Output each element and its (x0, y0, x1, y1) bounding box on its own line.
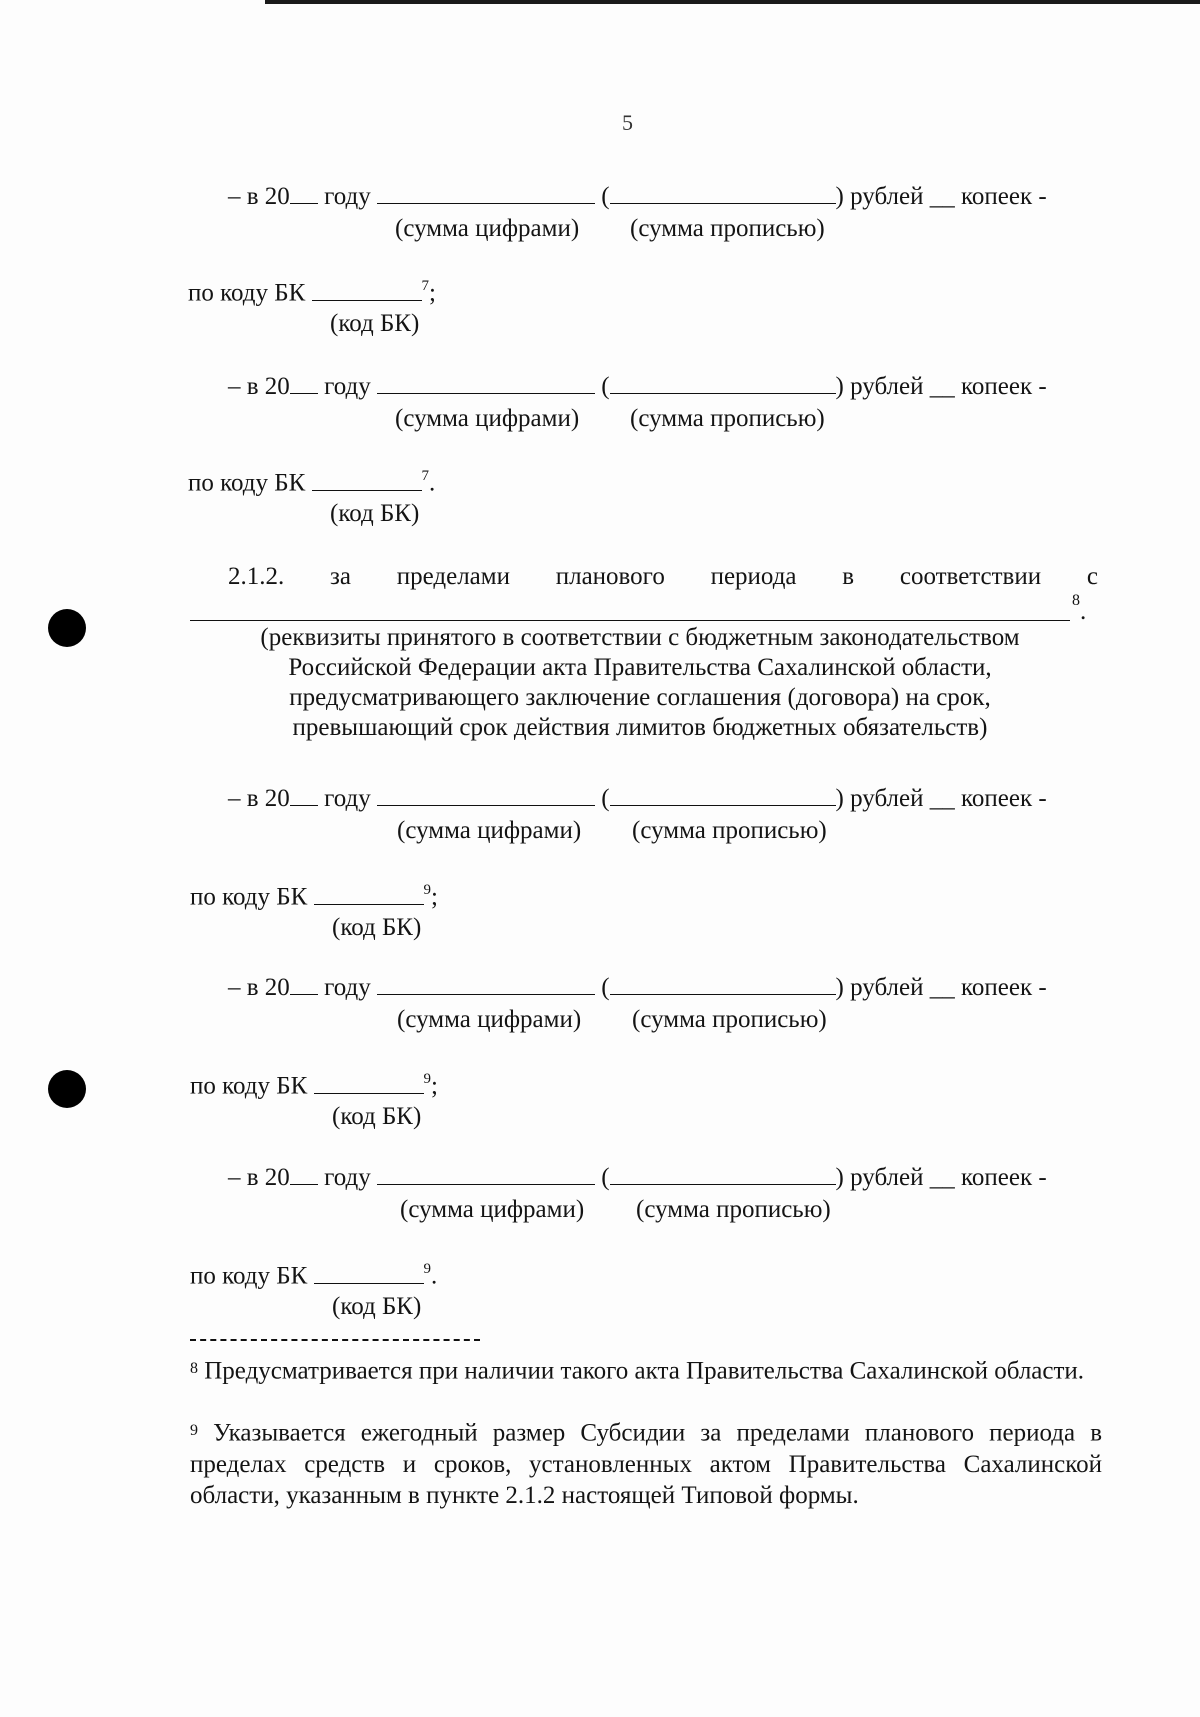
section-word: периода (710, 563, 797, 590)
page-number: 5 (622, 110, 633, 135)
kbk-line (190, 882, 438, 912)
footnote-ref: 9 (423, 1261, 432, 1277)
kbk-punct: . (431, 1262, 438, 1290)
kbk-line (188, 278, 436, 308)
year-amount-line: – в 20 году ( ) рублей __ копеек - (228, 1164, 1047, 1191)
sum-digits-caption: (сумма цифрами) (397, 817, 582, 844)
kbk-blank (314, 1073, 424, 1094)
footnote-8 (190, 1353, 1102, 1387)
kbk-line (188, 468, 435, 498)
section-word: с (1086, 563, 1098, 590)
rub-kop-text: рублей __ копеек - (850, 974, 1047, 1001)
kbk-caption: (код БК) (332, 1293, 422, 1320)
kbk-caption: (код БК) (332, 1103, 422, 1130)
sum-words-blank (610, 785, 836, 806)
year-blank (290, 785, 318, 806)
year-prefix: – в 20 (228, 974, 290, 1001)
caption-line: (реквизиты принятого в соответствии с бюджетным законодательством (260, 624, 1020, 651)
section-word: в (842, 563, 855, 590)
punch-hole-top (48, 609, 86, 647)
footnote-ref: 7 (421, 468, 430, 484)
year-blank (290, 373, 318, 394)
kbk-line (190, 1071, 438, 1101)
year-blank (290, 974, 318, 995)
section-word: пределами (396, 563, 510, 590)
kbk-label: по коду БК (190, 1072, 308, 1100)
kbk-punct: ; (431, 1072, 438, 1100)
punch-hole-bottom (48, 1070, 86, 1108)
sum-digits-caption: (сумма цифрами) (395, 215, 580, 242)
year-word: году (324, 785, 371, 812)
kbk-label: по коду БК (190, 1262, 308, 1290)
footnote-ref: 8 (1072, 592, 1080, 609)
sum-digits-blank (377, 785, 595, 806)
year-amount-line: – в 20 году ( ) рублей __ копеек - (228, 373, 1047, 400)
year-amount-line: – в 20 году ( ) рублей __ копеек - (228, 183, 1047, 210)
act-details-blank (190, 620, 1070, 621)
sum-words-blank (610, 183, 836, 204)
sum-words-blank (610, 1164, 836, 1185)
year-prefix: – в 20 (228, 373, 290, 400)
year-word: году (324, 183, 371, 210)
scan-top-edge (265, 0, 1200, 4)
year-amount-line: – в 20 году ( ) рублей __ копеек - (228, 785, 1047, 812)
kbk-blank (314, 1263, 424, 1284)
footnote-ref: 9 (423, 1071, 432, 1087)
sum-words-caption: (сумма прописью) (632, 1006, 827, 1033)
section-word: за (330, 563, 351, 590)
year-word: году (324, 1164, 371, 1191)
year-amount-line: – в 20 году ( ) рублей __ копеек - (228, 974, 1047, 1001)
caption-line: предусматривающего заключение соглашения (договора) на срок, (289, 684, 991, 711)
kbk-label: по коду БК (188, 279, 306, 307)
sum-digits-blank (377, 373, 595, 394)
footnote-mark: 8 (190, 1360, 198, 1377)
sum-words-caption: (сумма прописью) (630, 405, 825, 432)
year-prefix: – в 20 (228, 1164, 290, 1191)
caption-line: превышающий срок действия лимитов бюджетных обязательств) (292, 714, 988, 741)
rub-kop-text: рублей __ копеек - (850, 183, 1047, 210)
sum-words-caption: (сумма прописью) (632, 817, 827, 844)
kbk-blank (312, 470, 422, 491)
kbk-blank (314, 884, 424, 905)
footnote-9 (190, 1415, 1102, 1511)
act-details-caption (190, 623, 1090, 743)
kbk-caption: (код БК) (330, 310, 420, 337)
kbk-label: по коду БК (188, 469, 306, 497)
year-prefix: – в 20 (228, 785, 290, 812)
year-word: году (324, 373, 371, 400)
footnote-mark: 9 (190, 1422, 198, 1439)
rub-kop-text: рублей __ копеек - (850, 785, 1047, 812)
year-blank (290, 183, 318, 204)
year-blank (290, 1164, 318, 1185)
sum-digits-caption: (сумма цифрами) (397, 1006, 582, 1033)
sum-digits-blank (377, 1164, 595, 1185)
section-2-1-2-heading (228, 563, 1098, 591)
kbk-punct: ; (431, 883, 438, 911)
kbk-line (190, 1261, 437, 1291)
kbk-label: по коду БК (190, 883, 308, 911)
year-prefix: – в 20 (228, 183, 290, 210)
rub-kop-text: рублей __ копеек - (850, 1164, 1047, 1191)
sum-words-caption: (сумма прописью) (630, 215, 825, 242)
section-word: планового (555, 563, 665, 590)
footnote-text: Указывается ежегодный размер Субсидии за пределами планового периода в пределах средств и сроков, установленных актом Правительства Сахалинской области, указанным в пункте 2.1.2 настоящей Типовой формы. (190, 1419, 1103, 1509)
caption-line: Российской Федерации акта Правительства Сахалинской области, (288, 654, 992, 681)
kbk-punct: . (429, 469, 436, 497)
kbk-blank (312, 280, 422, 301)
sum-digits-blank (377, 183, 595, 204)
footnote-ref: 9 (423, 882, 432, 898)
section-word: соответствии (899, 563, 1042, 590)
blank-punct: . (1080, 598, 1087, 625)
kbk-punct: ; (429, 279, 436, 307)
footnote-separator (190, 1339, 480, 1341)
sum-digits-caption: (сумма цифрами) (400, 1196, 585, 1223)
section-word: 2.1.2. (228, 563, 285, 590)
footnote-text: Предусматривается при наличии такого акта Правительства Сахалинской области. (204, 1357, 1085, 1385)
footnote-ref: 7 (421, 278, 430, 294)
sum-words-blank (610, 373, 836, 394)
sum-words-caption: (сумма прописью) (636, 1196, 831, 1223)
sum-digits-caption: (сумма цифрами) (395, 405, 580, 432)
rub-kop-text: рублей __ копеек - (850, 373, 1047, 400)
year-word: году (324, 974, 371, 1001)
sum-words-blank (610, 974, 836, 995)
kbk-caption: (код БК) (330, 500, 420, 527)
kbk-caption: (код БК) (332, 914, 422, 941)
sum-digits-blank (377, 974, 595, 995)
